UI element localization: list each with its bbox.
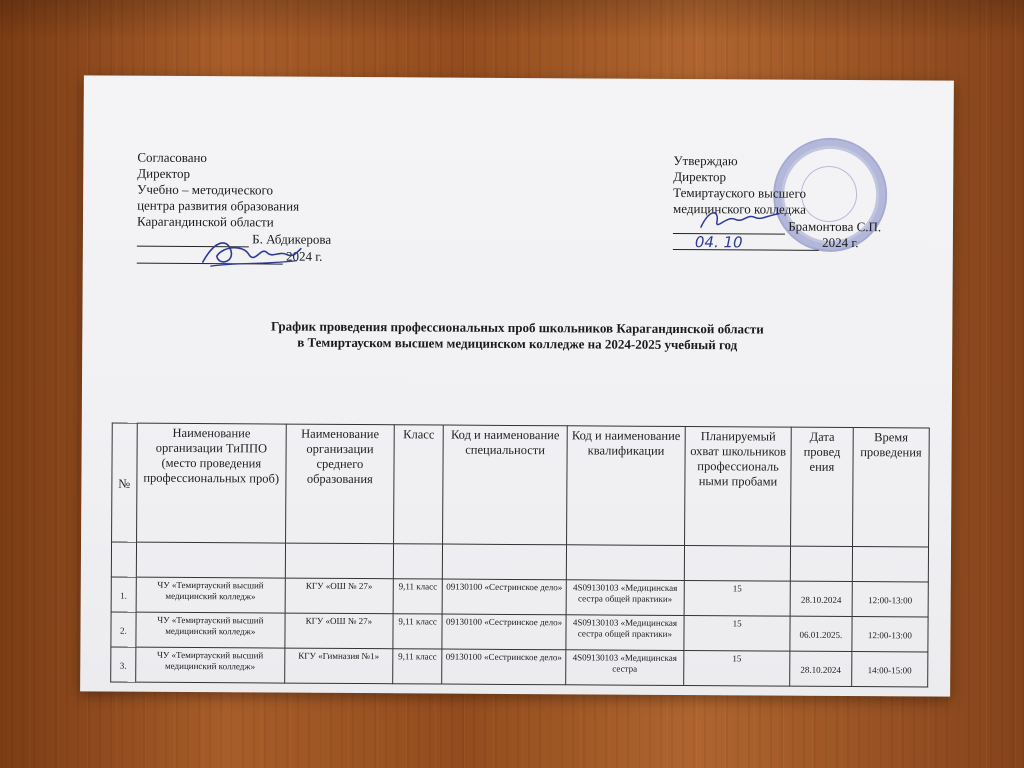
document-title-line1: График проведения профессиональных проб школьников Карагандинской области: [270, 318, 764, 337]
table-header-row: [112, 423, 930, 547]
cell-school: КГУ «ОШ № 27»: [285, 578, 393, 614]
cell-qualification: 4S09130103 «Медицинская сестра: [565, 650, 684, 686]
table-spacer-row: [111, 542, 928, 582]
approval-right-signer: Брамонтова С.П.: [788, 218, 882, 235]
cell-number: 3.: [111, 647, 136, 682]
cell-qualification: 4S09130103 «Медицинская сестра общей практики»: [566, 615, 685, 651]
cell-org: ЧУ «Темиртауский высший медицинский колледж»: [136, 577, 285, 613]
col-header-school: Наименование организации среднего образования: [285, 424, 394, 544]
cell-specialty: 09130100 «Сестринское дело»: [442, 649, 566, 685]
approval-left-line: Согласовано: [137, 149, 208, 166]
cell-date: 06.01.2025.: [790, 616, 852, 651]
approval-right-line: Утверждаю: [673, 152, 738, 169]
approval-left-line: Учебно – методического: [137, 181, 274, 198]
cell-specialty: 09130100 «Сестринское дело»: [442, 579, 566, 615]
schedule-table: [110, 423, 930, 688]
cell-coverage: 15: [684, 651, 790, 687]
approval-right-year: 2024 г.: [822, 234, 859, 251]
approval-right-line: медицинского колледжа: [673, 200, 807, 217]
approval-right-date-row: [673, 234, 881, 251]
col-header-org: Наименование организации ТиППО (место проведения профессиональных проб): [136, 423, 286, 543]
approval-left-year: 2024 г.: [285, 248, 323, 264]
cell-qualification: 4S09130103 «Медицинская сестра общей практики»: [566, 580, 685, 616]
col-header-coverage: Планируемый охват школьников профессиональ ными пробами: [685, 427, 792, 547]
cell-time: 14:00-15:00: [851, 652, 927, 687]
cell-time: 12:00-13:00: [852, 582, 928, 617]
cell-grade: 9,11 класс: [393, 579, 443, 614]
cell-org: ЧУ «Темиртауский высший медицинский колледж»: [135, 647, 284, 683]
table-row: [111, 612, 928, 652]
col-header-date: Дата провед ения: [791, 427, 853, 546]
col-header-grade: Класс: [393, 425, 443, 544]
approval-left-date-row: [137, 247, 331, 265]
document-sheet: [80, 75, 954, 696]
cell-school: КГУ «Гимназия №1»: [285, 648, 393, 684]
desk-background: [0, 0, 1024, 40]
col-header-time: Время проведения: [852, 428, 929, 547]
approval-right: [673, 153, 882, 251]
cell-coverage: 15: [684, 616, 790, 652]
cell-specialty: 09130100 «Сестринское дело»: [442, 614, 566, 650]
col-header-qualification: Код и наименование квалификации: [566, 426, 685, 546]
signature-line: [137, 230, 249, 248]
approval-left: [137, 150, 332, 265]
col-header-specialty: Код и наименование специальности: [443, 425, 567, 545]
approval-right-line: Темиртауского высшего: [673, 184, 807, 201]
cell-date: 28.10.2024: [790, 651, 852, 686]
cell-coverage: 15: [684, 581, 790, 617]
table-row: [111, 577, 928, 617]
approval-left-line: Директор: [137, 165, 191, 181]
date-line: [137, 247, 283, 265]
table-row: [111, 647, 928, 687]
cell-number: 2.: [111, 612, 136, 647]
document-title-line2: в Темиртауском высшем медицинском колледже на 2024-2025 учебный год: [297, 334, 738, 353]
approval-left-signer-row: [137, 230, 331, 248]
cell-number: 1.: [111, 577, 136, 612]
approval-right-line: Директор: [673, 168, 727, 185]
col-header-number: №: [112, 423, 137, 542]
date-line: [673, 233, 819, 252]
cell-date: 28.10.2024: [790, 581, 852, 616]
signature-line: [673, 217, 785, 235]
cell-time: 12:00-13:00: [852, 617, 928, 652]
cell-school: КГУ «ОШ № 27»: [285, 613, 393, 649]
handwritten-date: 04. 10: [694, 233, 743, 252]
approval-left-line: центра развития образования: [137, 197, 300, 214]
cell-org: ЧУ «Темиртауский высший медицинский колледж»: [136, 612, 285, 648]
approval-left-signer: Б. Абдикерова: [252, 231, 332, 247]
cell-grade: 9,11 класс: [393, 649, 443, 684]
cell-grade: 9,11 класс: [393, 614, 443, 649]
approval-left-line: Карагандинской области: [136, 213, 274, 230]
